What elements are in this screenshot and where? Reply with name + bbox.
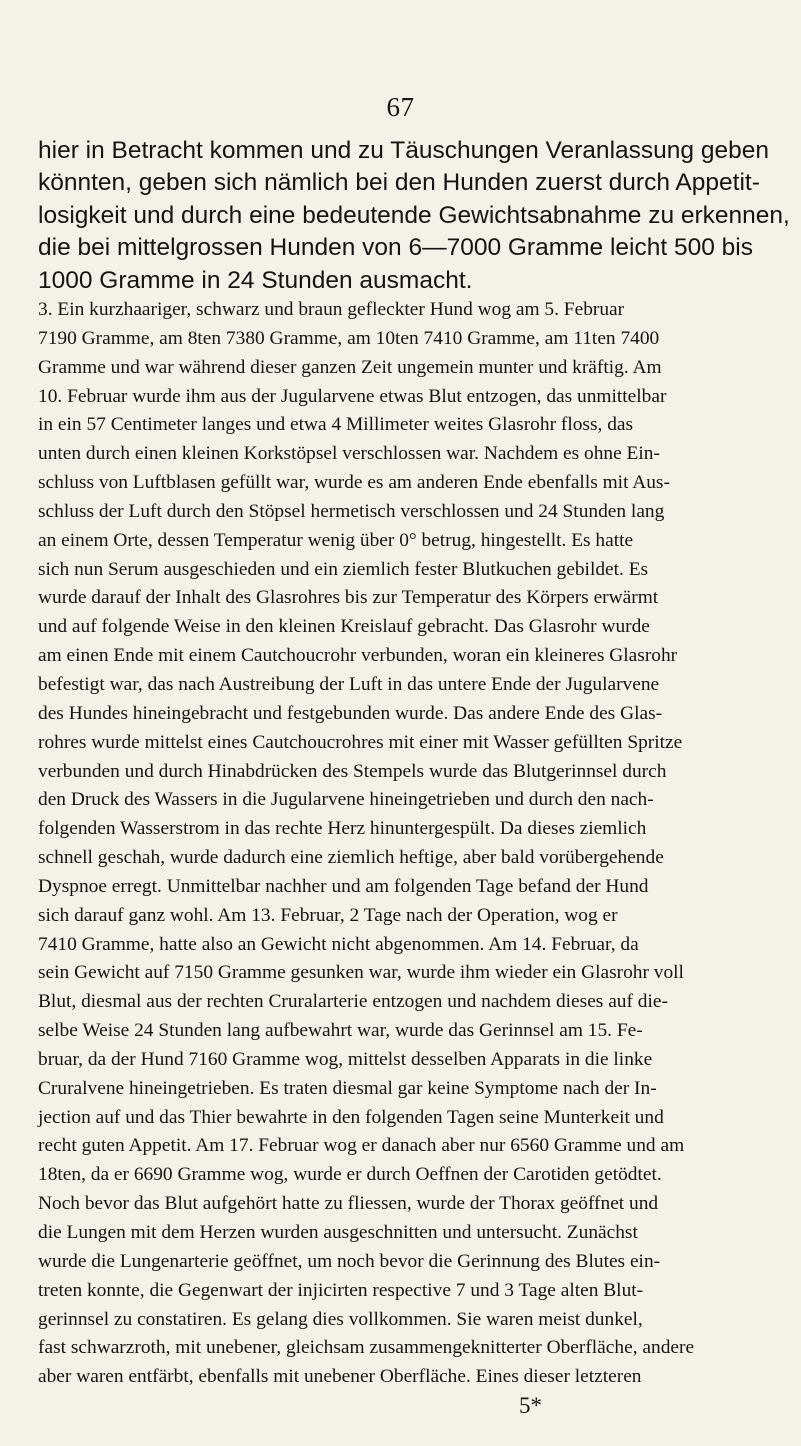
text-line: wurde darauf der Inhalt des Glasrohres bis zur Temperatur des Körpers erwärmt xyxy=(38,587,659,609)
text-line: 7190 Gramme, am 8ten 7380 Gramme, am 10ten 7410 Gramme, am 11ten 7400 xyxy=(38,327,660,349)
text-line: befestigt war, das nach Austreibung der Luft in das untere Ende der Jugularvene xyxy=(38,673,660,695)
text-line: am einen Ende mit einem Cautchoucrohr verbunden, woran ein kleineres Glasrohr xyxy=(38,645,678,667)
text-line: des Hundes hineingebracht und festgebunden wurde. Das andere Ende des Glas- xyxy=(38,702,663,724)
text-line: bruar, da der Hund 7160 Gramme wog, mittelst desselben Apparats in die linke xyxy=(38,1048,653,1070)
text-line: wurde die Lungenarterie geöffnet, um noch bevor die Gerinnung des Blutes ein- xyxy=(38,1250,661,1272)
text-line: an einem Orte, dessen Temperatur wenig über 0° betrug, hingestellt. Es hatte xyxy=(38,529,634,551)
text-line: 1000 Gramme in 24 Stunden ausmacht. xyxy=(38,266,473,294)
text-line: die bei mittelgrossen Hunden von 6—7000 Gramme leicht 500 bis xyxy=(38,234,753,262)
text-line: die Lungen mit dem Herzen wurden ausgeschnitten und untersucht. Zunächst xyxy=(38,1222,638,1243)
text-line: den Druck des Wassers in die Jugularvene hineingetrieben und durch den nach- xyxy=(38,789,654,811)
text-line: folgenden Wasserstrom in das rechte Herz hinuntergespült. Da dieses ziemlich xyxy=(38,818,647,840)
page-number: 67 xyxy=(386,92,415,122)
text-line: 3. Ein kurzhaariger, schwarz und braun gefleckter Hund wog am 5. Februar xyxy=(38,299,625,320)
text-line: schluss der Luft durch den Stöpsel hermetisch verschlossen und 24 Stunden lang xyxy=(38,500,665,522)
text-line: selbe Weise 24 Stunden lang aufbewahrt war, wurde das Gerinnsel am 15. Fe- xyxy=(38,1020,643,1042)
text-line: schluss von Luftblasen gefüllt war, wurde es am anderen Ende ebenfalls mit Aus- xyxy=(38,472,670,494)
text-line: 7410 Gramme, hatte also an Gewicht nicht abgenommen. Am 14. Februar, da xyxy=(38,933,639,955)
text-line: Noch bevor das Blut aufgehört hatte zu fliessen, wurde der Thorax geöffnet und xyxy=(38,1193,659,1215)
text-line: und auf folgende Weise in den kleinen Kreislauf gebracht. Das Glasrohr wurde xyxy=(38,616,650,638)
text-line: in ein 57 Centimeter langes und etwa 4 Millimeter weites Glasrohr floss, das xyxy=(38,414,634,436)
text-line: unten durch einen kleinen Korkstöpsel verschlossen war. Nachdem es ohne Ein- xyxy=(38,443,660,465)
intro-paragraph xyxy=(38,135,790,297)
text-line: sein Gewicht auf 7150 Gramme gesunken war, wurde ihm wieder ein Glasrohr voll xyxy=(38,962,684,984)
text-line: verbunden und durch Hinabdrücken des Stempels wurde das Blutgerinnsel durch xyxy=(38,760,667,782)
text-line: 18ten, da er 6690 Gramme wog, wurde er durch Oeffnen der Carotiden getödtet. xyxy=(38,1164,662,1186)
text-line: Blut, diesmal aus der rechten Cruralarterie entzogen und nachdem dieses auf die- xyxy=(38,991,668,1013)
text-line: aber waren entfärbt, ebenfalls mit unebener Oberfläche. Eines dieser letzteren xyxy=(38,1366,642,1388)
text-line: 10. Februar wurde ihm aus der Jugularvene etwas Blut entzogen, das unmittelbar xyxy=(38,385,667,407)
text-line: rohres wurde mittelst eines Cautchoucrohres mit einer mit Wasser gefüllten Spritze xyxy=(38,731,683,753)
text-line: könnten, geben sich nämlich bei den Hunden zuerst durch Appetit- xyxy=(38,169,760,197)
signature-mark xyxy=(0,1393,801,1419)
text-line: Dyspnoe erregt. Unmittelbar nachher und am folgenden Tage befand der Hund xyxy=(38,875,649,897)
case-report-paragraph xyxy=(38,296,764,1392)
text-line: Cruralvene hineingetrieben. Es traten diesmal gar keine Symptome nach der In- xyxy=(38,1077,657,1099)
text-line: Gramme und war während dieser ganzen Zeit ungemein munter und kräftig. Am xyxy=(38,356,662,378)
text-line: gerinnsel zu constatiren. Es gelang dies vollkommen. Sie waren meist dunkel, xyxy=(38,1308,643,1330)
text-line: hier in Betracht kommen und zu Täuschungen Veranlassung geben xyxy=(38,137,769,164)
signature-mark-text: 5* xyxy=(519,1393,542,1418)
text-line: sich nun Serum ausgeschieden und ein ziemlich fester Blutkuchen gebildet. Es xyxy=(38,558,649,580)
text-line: jection auf und das Thier bewahrte in den folgenden Tagen seine Munterkeit und xyxy=(38,1106,664,1128)
text-line: schnell geschah, wurde dadurch eine ziemlich heftige, aber bald vorübergehende xyxy=(38,847,664,869)
text-line: recht guten Appetit. Am 17. Februar wog er danach aber nur 6560 Gramme und am xyxy=(38,1135,685,1157)
text-line: losigkeit und durch eine bedeutende Gewichtsabnahme zu erkennen, xyxy=(38,201,790,229)
text-line: fast schwarzroth, mit unebener, gleichsam zusammengeknitterter Oberfläche, andere xyxy=(38,1337,695,1359)
text-line: treten konnte, die Gegenwart der injicirten respective 7 und 3 Tage alten Blut- xyxy=(38,1279,644,1301)
text-line: sich darauf ganz wohl. Am 13. Februar, 2 Tage nach der Operation, wog er xyxy=(38,904,618,926)
